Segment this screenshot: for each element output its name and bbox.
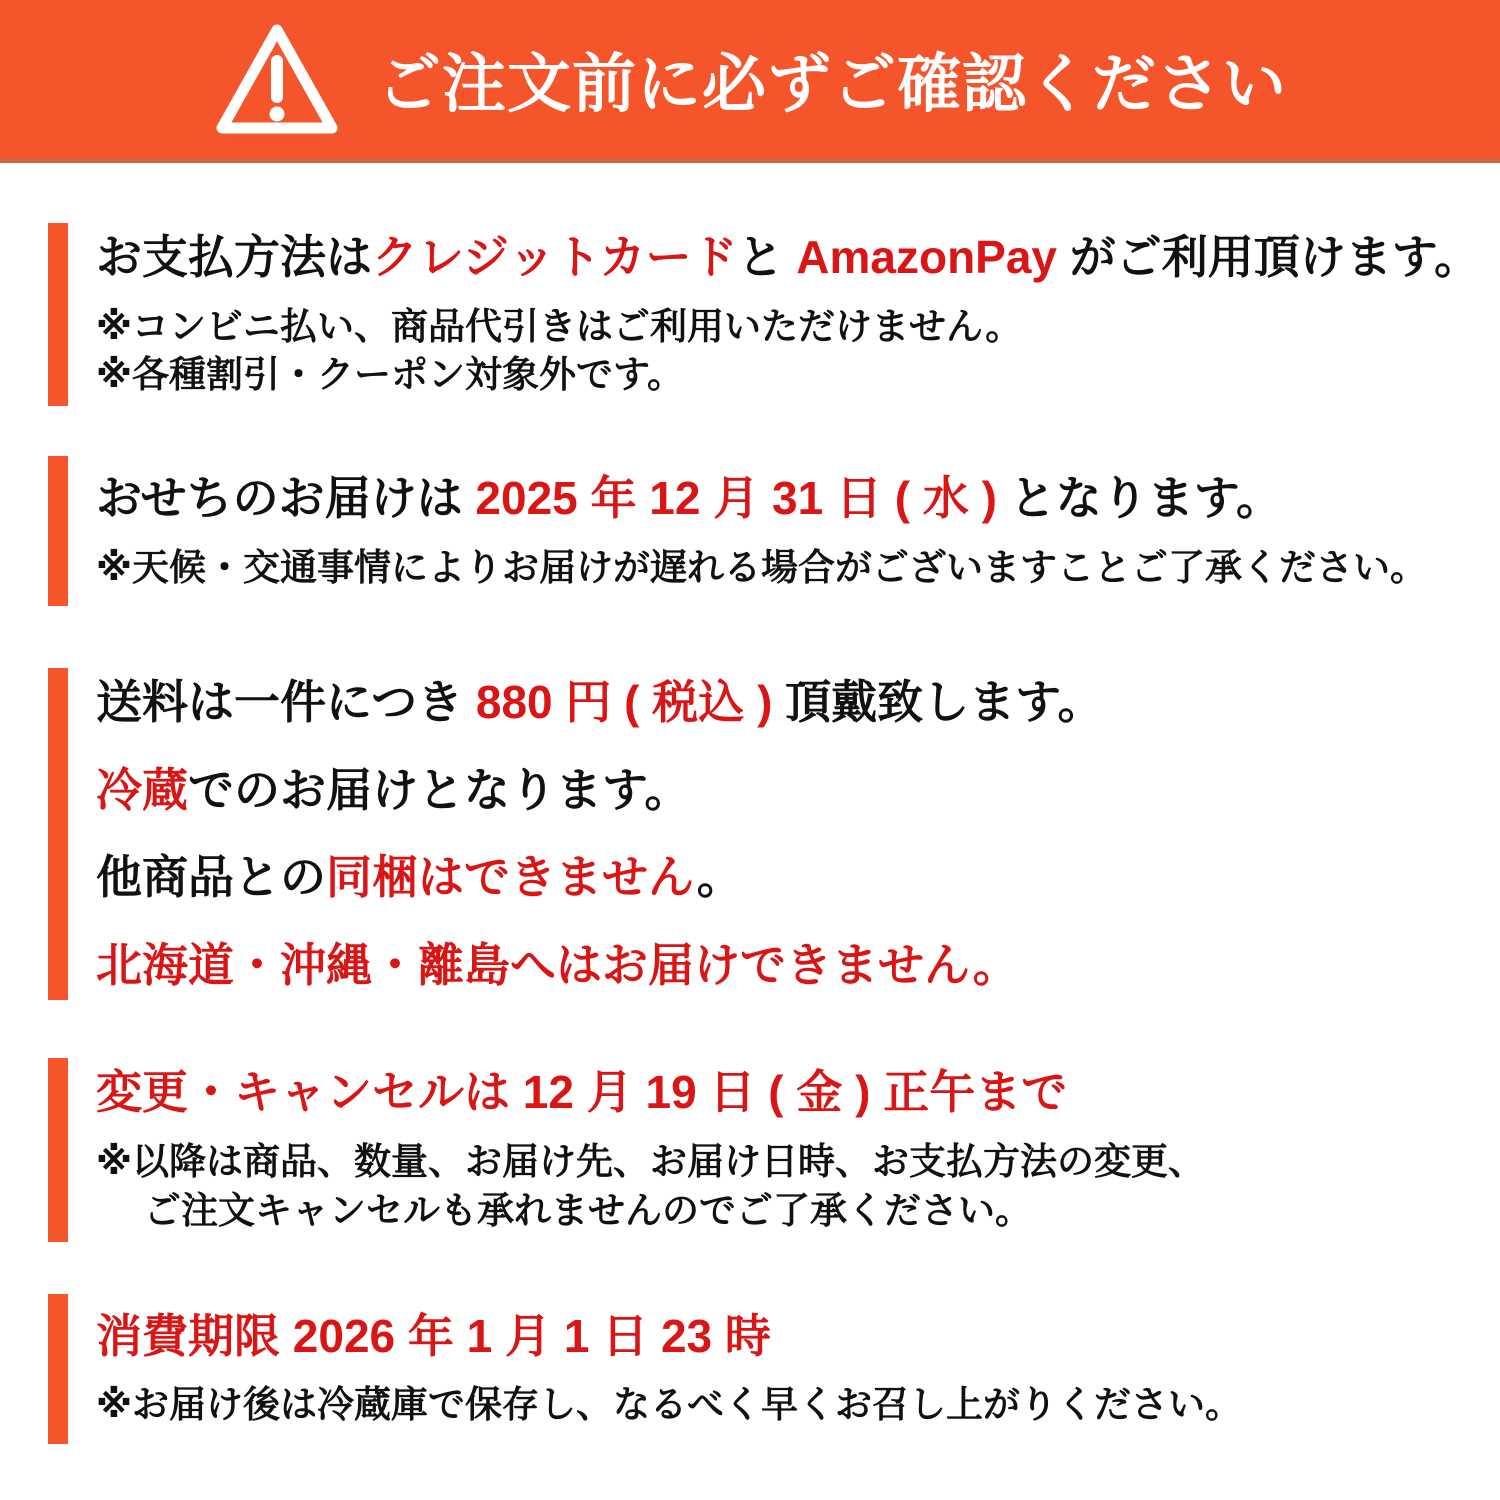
payment-section [48,223,1481,406]
delivery-heading-seg: となります。 [1009,472,1283,525]
payment-heading-seg: と [737,231,797,283]
payment-heading-seg: お支払方法は [96,231,372,283]
expiry-note: ※お届け後は冷蔵庫で保存し、なるべく早くお召し上がりください。 [96,1384,1242,1426]
warning-triangle-icon [213,21,341,137]
delivery-heading-seg: 2025 年 12 月 31 日 ( 水 ) [475,472,1010,525]
no-bundle-line [96,849,1460,907]
shipping-fee-seg: 頂戴致します。 [785,676,1104,729]
no-bundle-seg: 。 [696,851,743,904]
header-banner [0,0,1500,163]
payment-heading-seg: AmazonPay [796,231,1058,283]
expiry-heading: 消費期限 2026 年 1 月 1 日 23 時 [96,1309,771,1362]
page-title: ご注文前に必ずご確認ください [377,48,1287,120]
delivery-section [48,456,1460,606]
shipping-fee-seg: 送料は一件につき [96,676,476,729]
cancel-note: ご注文キャンセルも承れませんのでご了承ください。 [144,1189,1032,1231]
shipping-fee-line [96,674,1460,732]
shipping-fee-seg: 880 円 ( 税込 ) [475,676,786,729]
delivery-note: ※天候・交通事情によりお届けが遅れる場合がございますことご了承ください。 [96,546,1427,588]
cancel-heading: 変更・キャンセルは 12 月 19 日 ( 金 ) 正午まで [96,1066,1068,1119]
cancel-section [48,1058,1460,1241]
refrigerated-seg: 冷蔵 [96,763,188,816]
no-bundle-seg: 同梱はできません [326,851,697,904]
payment-heading-seg: クレジットカード [372,231,738,283]
delivery-heading-seg: おせちのお届けは [96,472,476,525]
shipping-section [48,668,1460,1000]
payment-note: ※各種割引・クーポン対象外です。 [96,354,685,396]
payment-heading-seg: がご利用頂けます。 [1057,231,1481,283]
cancel-note: ※以降は商品、数量、お届け先、お届け日時、お支払方法の変更、 [96,1140,1205,1182]
delivery-heading [96,470,1460,528]
no-bundle-seg: 他商品との [96,851,326,904]
expiry-section [48,1294,1460,1444]
no-remote-delivery-seg: 北海道・沖縄・離島へはお届けできません。 [96,938,1019,991]
payment-heading [96,229,1481,287]
refrigerated-line [96,762,1460,820]
no-remote-delivery-line [96,937,1460,995]
refrigerated-seg: でのお届けとなります。 [188,763,691,816]
payment-note: ※コンビニ払い、商品代引きはご利用いただけません。 [96,305,1023,347]
